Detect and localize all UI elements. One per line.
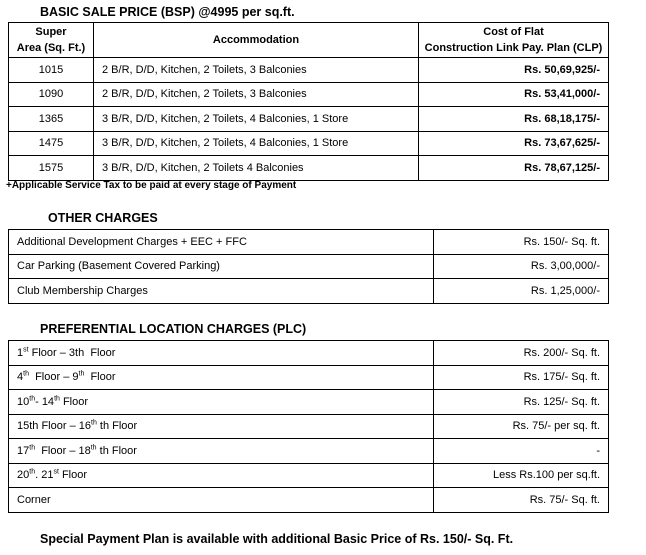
charge-label: Car Parking (Basement Covered Parking) [9, 254, 434, 279]
accommodation-cell: 3 B/R, D/D, Kitchen, 2 Toilets 4 Balconies [94, 156, 419, 181]
bsp-table [8, 22, 609, 181]
cost-header-line1: Cost of Flat [483, 26, 544, 38]
plc-label-sup: th [23, 370, 29, 378]
table-row [9, 107, 609, 132]
accommodation-cell: 3 B/R, D/D, Kitchen, 2 Toilets, 4 Balconies, 1 Store [94, 107, 419, 132]
plc-label-part: - 14 [35, 395, 55, 408]
plc-label-sup: th [78, 370, 85, 378]
plc-label [9, 341, 434, 366]
plc-label-sup: th [54, 395, 60, 403]
table-row [9, 463, 609, 488]
plc-label-sup: th [90, 444, 97, 452]
cost-cell: Rs. 53,41,000/- [419, 82, 609, 107]
plc-label-part: 1 [17, 346, 24, 359]
area-cell: 1015 [9, 58, 94, 83]
plc-value: Rs. 75/- per sq. ft. [434, 414, 609, 439]
cost-header [419, 23, 609, 58]
plc-label-sup: th [91, 419, 97, 427]
plc-label-sup: th [29, 395, 36, 403]
plc-label-part: Floor – 18 [35, 444, 91, 457]
plc-label [9, 463, 434, 488]
plc-label: Corner [9, 488, 434, 513]
plc-label-part: 10 [17, 395, 30, 408]
plc-value: Rs. 175/- Sq. ft. [434, 365, 609, 390]
area-cell: 1090 [9, 82, 94, 107]
plc-label-part: Floor [58, 469, 88, 482]
area-cell: 1575 [9, 156, 94, 181]
plc-label-part: . 21 [35, 469, 54, 482]
accommodation-cell: 3 B/R, D/D, Kitchen, 2 Toilets, 4 Balconies, 1 Store [94, 131, 419, 156]
bsp-header-row [9, 23, 609, 58]
cost-cell: Rs. 50,69,925/- [419, 58, 609, 83]
plc-label-part: Floor [84, 371, 116, 384]
plc-label-part: th Floor [96, 444, 137, 457]
special-payment-note: Special Payment Plan is available with additional Basic Price of Rs. 150/- Sq. Ft. [40, 532, 514, 546]
charge-label: Additional Development Charges + EEC + FFC [9, 230, 434, 255]
table-row [9, 365, 609, 390]
table-row [9, 131, 609, 156]
other-charges-title: OTHER CHARGES [48, 211, 158, 225]
area-cell: 1475 [9, 131, 94, 156]
plc-label-part: Floor [59, 395, 89, 408]
service-tax-note: +Applicable Service Tax to be paid at every stage of Payment [6, 180, 297, 191]
plc-label [9, 390, 434, 415]
area-cell: 1365 [9, 107, 94, 132]
plc-label [9, 439, 434, 464]
cost-cell: Rs. 73,67,625/- [419, 131, 609, 156]
plc-value: Rs. 125/- Sq. ft. [434, 390, 609, 415]
charge-value: Rs. 3,00,000/- [434, 254, 609, 279]
table-row [9, 414, 609, 439]
plc-value: Less Rs.100 per sq.ft. [434, 463, 609, 488]
table-row [9, 341, 609, 366]
table-row [9, 156, 609, 181]
plc-label-sup: st [53, 468, 59, 476]
accommodation-cell: 2 B/R, D/D, Kitchen, 2 Toilets, 3 Balconies [94, 82, 419, 107]
charge-label: Club Membership Charges [9, 279, 434, 304]
plc-label-part: 20 [17, 469, 30, 482]
plc-value: - [434, 439, 609, 464]
plc-label-part: 4 [17, 371, 24, 384]
area-header [9, 23, 94, 58]
cost-header-line2: Construction Link Pay. Plan (CLP) [424, 42, 603, 54]
charge-value: Rs. 150/- Sq. ft. [434, 230, 609, 255]
table-row [9, 279, 609, 304]
plc-label [9, 365, 434, 390]
area-header-line2: Area (Sq. Ft.) [16, 42, 86, 54]
bsp-title: BASIC SALE PRICE (BSP) @4995 per sq.ft. [40, 5, 295, 19]
table-row [9, 82, 609, 107]
accommodation-cell: 2 B/R, D/D, Kitchen, 2 Toilets, 3 Balconies [94, 58, 419, 83]
table-row [9, 58, 609, 83]
table-row [9, 390, 609, 415]
table-row [9, 439, 609, 464]
plc-label-part: th Floor [96, 420, 138, 433]
plc-value: Rs. 75/- Sq. ft. [434, 488, 609, 513]
plc-label-part: 15th Floor – 16 [17, 420, 91, 433]
other-charges-table [8, 229, 609, 304]
plc-table [8, 340, 609, 513]
accommodation-header: Accommodation [94, 23, 419, 58]
cost-cell: Rs. 68,18,175/- [419, 107, 609, 132]
plc-label-sup: th [29, 468, 36, 476]
plc-label-sup: st [23, 346, 29, 354]
plc-label-part: Floor – 9 [28, 371, 79, 384]
plc-label-part: 17 [17, 444, 30, 457]
charge-value: Rs. 1,25,000/- [434, 279, 609, 304]
plc-label-part: Floor – 3th Floor [28, 346, 116, 359]
cost-cell: Rs. 78,67,125/- [419, 156, 609, 181]
plc-title: PREFERENTIAL LOCATION CHARGES (PLC) [40, 322, 307, 336]
area-header-line1: Super [35, 26, 67, 38]
plc-label [9, 414, 434, 439]
plc-value: Rs. 200/- Sq. ft. [434, 341, 609, 366]
table-row [9, 254, 609, 279]
table-row [9, 230, 609, 255]
table-row [9, 488, 609, 513]
plc-label-sup: th [29, 444, 36, 452]
